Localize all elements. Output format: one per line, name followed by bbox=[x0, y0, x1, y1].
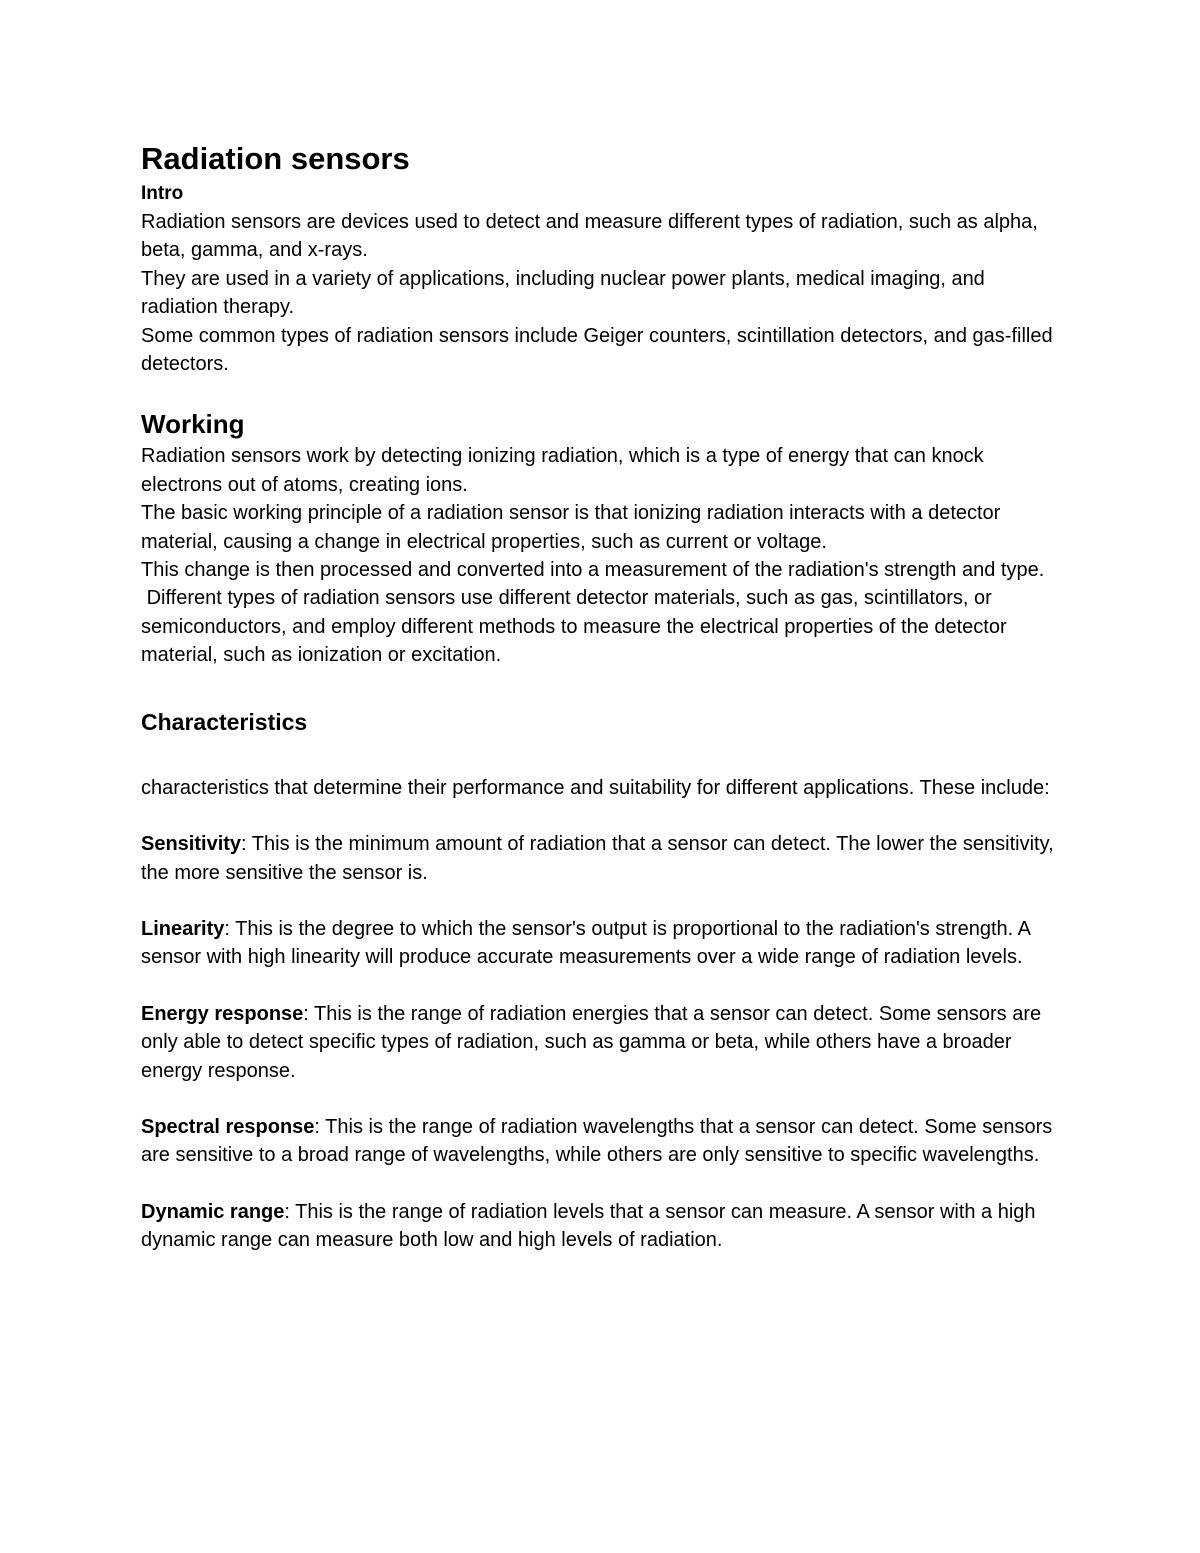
characteristic-text: : This is the range of radiation wavelengths that a sensor can detect. Some sensors are sensitive to a broad range of wavelengths, while others are only sensitive to specific wavelengths. bbox=[141, 1115, 1053, 1167]
working-paragraph: This change is then processed and converted into a measurement of the radiation's strength and type. bbox=[141, 559, 1045, 582]
characteristic-term: Energy response bbox=[141, 1002, 304, 1025]
characteristic-item bbox=[141, 1000, 1066, 1085]
characteristic-item bbox=[141, 915, 1066, 972]
characteristic-term: Linearity bbox=[141, 917, 225, 940]
working-paragraph: Radiation sensors work by detecting ionizing radiation, which is a type of energy that can knock electrons out of atoms, creating ions. bbox=[141, 445, 984, 496]
working-paragraph: Different types of radiation sensors use different detector materials, such as gas, scintillators, or semiconductors, and employ different methods to measure the electrical properties of the detector material, such as ionization or excitation. bbox=[141, 587, 1013, 667]
characteristics-section bbox=[141, 706, 1066, 1255]
characteristic-text: : This is the minimum amount of radiation that a sensor can detect. The lower the sensitivity, the more sensitive the sensor is. bbox=[141, 833, 1054, 884]
intro-heading: Intro bbox=[141, 183, 184, 204]
document-title: Radiation sensors bbox=[141, 141, 410, 176]
characteristic-term: Spectral response bbox=[141, 1115, 315, 1138]
intro-paragraph: They are used in a variety of applications, including nuclear power plants, medical imaging, and radiation therapy. bbox=[141, 267, 985, 319]
characteristic-text: : This is the degree to which the sensor's output is proportional to the radiation's strength. A sensor with high linearity will produce accurate measurements over a wide range of radiation levels. bbox=[141, 917, 1030, 969]
characteristic-item bbox=[141, 1113, 1066, 1170]
working-section bbox=[141, 406, 1066, 669]
working-paragraph: The basic working principle of a radiation sensor is that ionizing radiation interacts with a detector material, causing a change in electrical properties, such as current or voltage. bbox=[141, 502, 1001, 553]
characteristics-intro: characteristics that determine their performance and suitability for different applications. These include: bbox=[141, 776, 1050, 799]
characteristic-text: : This is the range of radiation energies that a sensor can detect. Some sensors are only able to detect specific types of radiation, such as gamma or beta, while others have a broader energy response. bbox=[141, 1002, 1042, 1082]
characteristic-text: : This is the range of radiation levels that a sensor can measure. A sensor with a high dynamic range can measure both low and high levels of radiation. bbox=[141, 1200, 1036, 1252]
characteristic-term: Dynamic range bbox=[141, 1200, 285, 1223]
intro-section bbox=[141, 180, 1066, 378]
characteristic-term: Sensitivity bbox=[141, 833, 242, 856]
characteristic-item bbox=[141, 830, 1066, 887]
characteristics-heading: Characteristics bbox=[141, 708, 308, 735]
intro-paragraph: Radiation sensors are devices used to detect and measure different types of radiation, such as alpha, beta, gamma, and x-rays. bbox=[141, 211, 1038, 262]
working-heading: Working bbox=[141, 409, 245, 440]
document-page bbox=[141, 138, 1066, 1255]
intro-paragraph: Some common types of radiation sensors include Geiger counters, scintillation detectors, and gas-filled detectors. bbox=[141, 324, 1053, 376]
characteristic-item bbox=[141, 1198, 1066, 1255]
